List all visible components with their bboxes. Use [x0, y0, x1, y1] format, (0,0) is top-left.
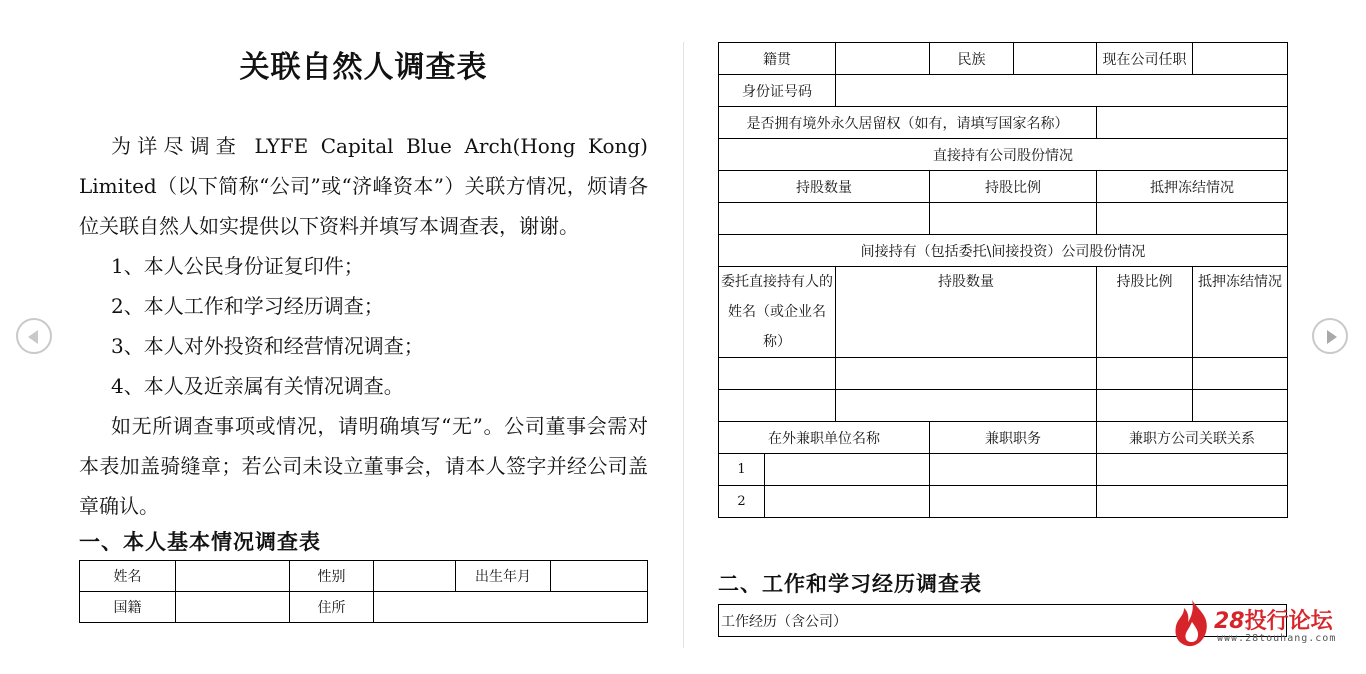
header-direct-holding: 直接持有公司股份情况 — [719, 139, 1288, 171]
input-parttime-role-1[interactable] — [930, 454, 1097, 486]
input-indirect-qty-1[interactable] — [836, 358, 1097, 390]
input-parttime-unit-1[interactable] — [765, 454, 930, 486]
input-parttime-unit-2[interactable] — [765, 486, 930, 518]
basic-info-table — [79, 560, 648, 623]
input-ethnicity[interactable] — [1014, 43, 1097, 75]
input-address[interactable] — [374, 592, 648, 623]
col-indirect-ratio: 持股比例 — [1097, 267, 1193, 358]
list-item: 2、本人工作和学习经历调查； — [111, 294, 384, 318]
section-heading-work: 二、工作和学习经历调查表 — [718, 571, 982, 596]
page-divider — [683, 42, 684, 648]
label-name: 姓名 — [80, 561, 176, 592]
input-parttime-role-2[interactable] — [930, 486, 1097, 518]
intro-paragraph: 为详尽调查 LYFE Capital Blue Arch(Hong Kong) Limited（以下简称“公司”或“济峰资本”）关联方情况，烦请各位关联自然人如实提供以下资料并填写本调查表，谢谢。 — [79, 134, 648, 238]
detail-table — [718, 42, 1288, 518]
label-address: 住所 — [290, 592, 374, 623]
left-page — [79, 40, 648, 623]
label-work-history: 工作经历（含公司） — [719, 605, 1287, 637]
input-gender[interactable] — [374, 561, 456, 592]
input-indirect-ratio-1[interactable] — [1097, 358, 1193, 390]
col-parttime-unit: 在外兼职单位名称 — [719, 422, 930, 454]
input-native-place[interactable] — [836, 43, 930, 75]
label-id-number: 身份证号码 — [719, 75, 836, 107]
input-parttime-relation-1[interactable] — [1097, 454, 1288, 486]
label-overseas-residency: 是否拥有境外永久居留权（如有，请填写国家名称） — [719, 107, 1097, 139]
next-page-button[interactable] — [1312, 318, 1348, 354]
list-item: 3、本人对外投资和经营情况调查； — [111, 334, 424, 358]
row-number: 2 — [719, 486, 765, 518]
col-parttime-role: 兼职职务 — [930, 422, 1097, 454]
label-current-position: 现在公司任职 — [1097, 43, 1193, 75]
col-entrusted-holder: 委托直接持有人的姓名（或企业名称） — [719, 267, 836, 358]
input-direct-ratio[interactable] — [930, 203, 1097, 235]
input-indirect-qty-2[interactable] — [836, 390, 1097, 422]
label-birth: 出生年月 — [456, 561, 551, 592]
label-gender: 性别 — [290, 561, 374, 592]
col-shares-qty: 持股数量 — [719, 171, 930, 203]
input-nationality[interactable] — [176, 592, 290, 623]
col-indirect-qty: 持股数量 — [836, 267, 1097, 358]
input-direct-qty[interactable] — [719, 203, 930, 235]
input-holder-2[interactable] — [719, 390, 836, 422]
list-item: 4、本人及近亲属有关情况调查。 — [111, 374, 404, 398]
header-indirect-holding: 间接持有（包括委托\间接投资）公司股份情况 — [719, 235, 1288, 267]
watermark-number: 28 — [1214, 609, 1245, 634]
input-id-number[interactable] — [836, 75, 1288, 107]
input-overseas-residency[interactable] — [1097, 107, 1288, 139]
input-indirect-pledge-2[interactable] — [1193, 390, 1288, 422]
input-indirect-pledge-1[interactable] — [1193, 358, 1288, 390]
section-heading-basic: 一、本人基本情况调查表 — [79, 529, 321, 554]
prev-page-button[interactable] — [16, 318, 52, 354]
page-title: 关联自然人调查表 — [239, 50, 488, 85]
list-item: 1、本人公民身份证复印件； — [111, 254, 364, 278]
watermark-url: www.28touhang.com — [1217, 633, 1337, 644]
watermark-brand — [1214, 604, 1333, 635]
col-pledge-freeze: 抵押冻结情况 — [1097, 171, 1288, 203]
input-indirect-ratio-2[interactable] — [1097, 390, 1193, 422]
flame-logo-icon — [1172, 598, 1212, 648]
col-parttime-relation: 兼职方公司关联关系 — [1097, 422, 1288, 454]
input-name[interactable] — [176, 561, 290, 592]
col-indirect-pledge: 抵押冻结情况 — [1193, 267, 1288, 358]
col-shares-ratio: 持股比例 — [930, 171, 1097, 203]
right-page — [718, 42, 1287, 637]
label-ethnicity: 民族 — [930, 43, 1014, 75]
row-number: 1 — [719, 454, 765, 486]
chevron-right-icon — [1327, 330, 1337, 344]
input-current-position[interactable] — [1193, 43, 1288, 75]
site-watermark — [1172, 598, 1342, 648]
input-direct-pledge[interactable] — [1097, 203, 1288, 235]
label-native-place: 籍贯 — [719, 43, 836, 75]
input-birth[interactable] — [551, 561, 648, 592]
chevron-left-icon — [28, 330, 38, 344]
watermark-text: 投行论坛 — [1244, 609, 1333, 634]
label-nationality: 国籍 — [80, 592, 176, 623]
input-parttime-relation-2[interactable] — [1097, 486, 1288, 518]
note-paragraph: 如无所调查事项或情况，请明确填写“无”。公司董事会需对本表加盖骑缝章；若公司未设立董事会，请本人签字并经公司盖章确认。 — [79, 414, 648, 518]
input-holder-1[interactable] — [719, 358, 836, 390]
